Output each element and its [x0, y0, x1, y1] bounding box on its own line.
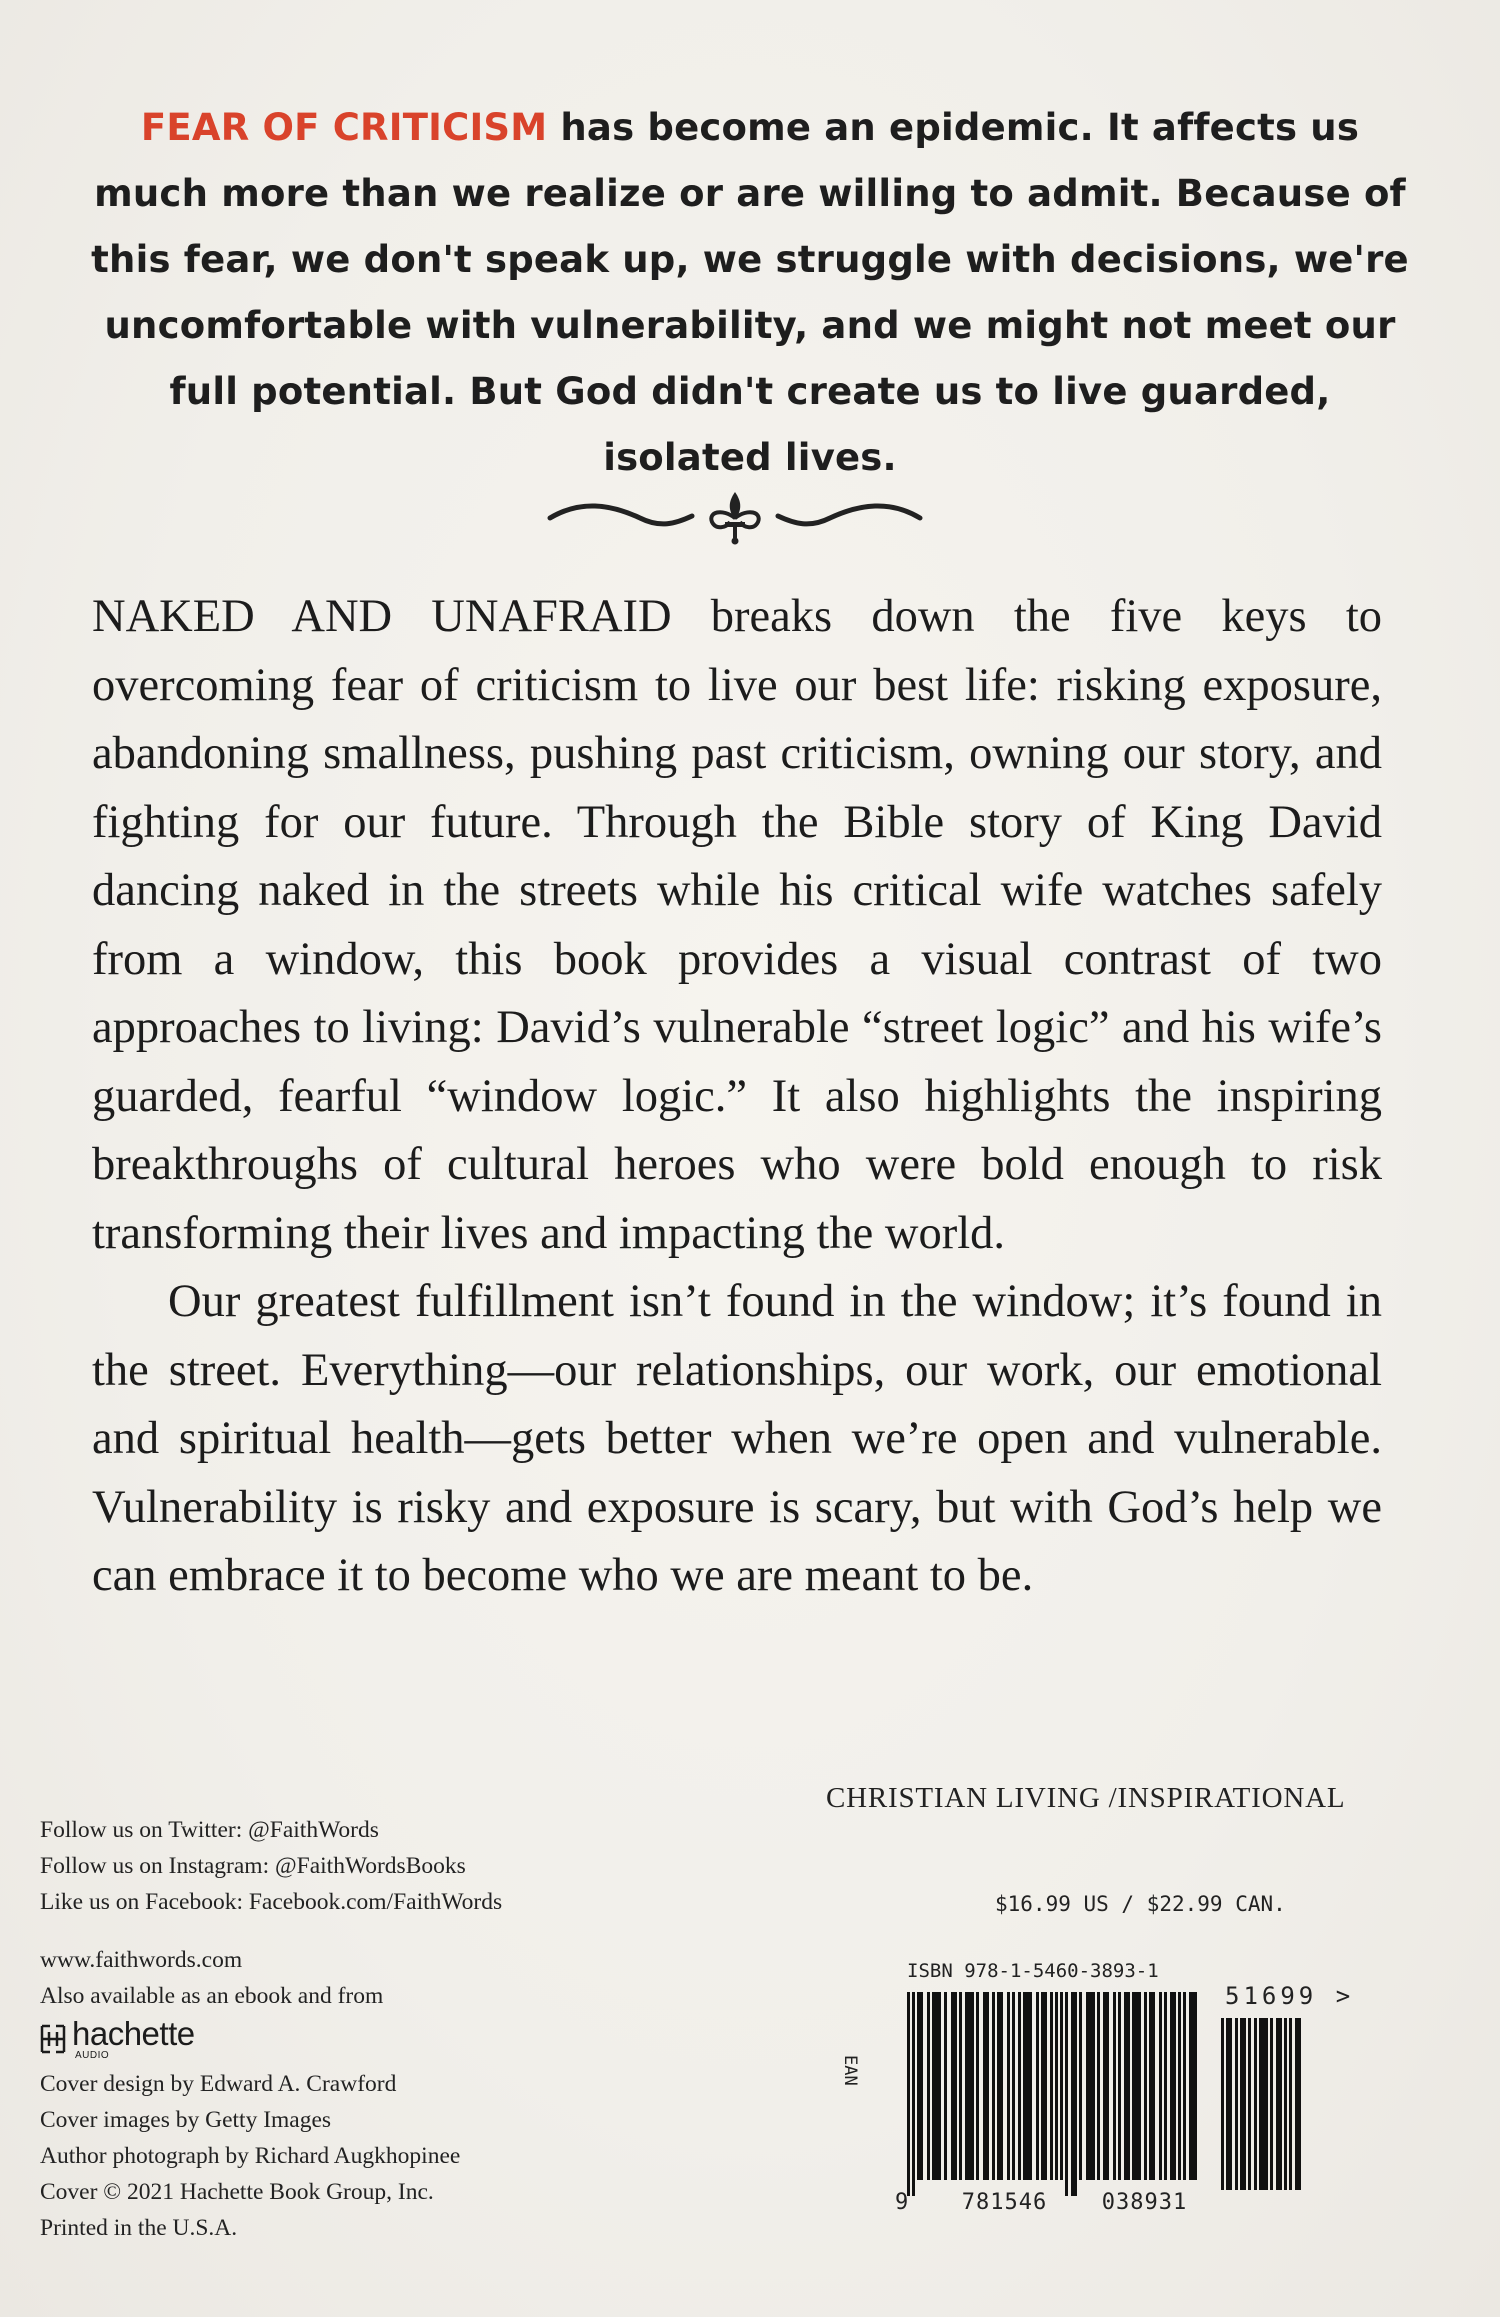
description-paragraph-2: Our greatest fulfillment isn’t found in the window; it’s found in the street. Everything—our relationships, our work, our emotional and spiritual health—gets better when we’re open and vulnerable. Vulnerability is risky and exposure is scary, but with God’s help we can embrace it to become who we are meant to be. — [92, 1276, 1382, 1601]
printed-line: Printed in the U.S.A. — [40, 2215, 238, 2241]
barcode-bar — [1036, 1992, 1039, 2180]
barcode-bar — [1159, 1992, 1162, 2180]
tagline-highlight: FEAR OF CRITICISM — [140, 106, 548, 149]
tagline-text: has become an epidemic. It affects us much more than we realize or are willing to admit. Because of this fear, we don't speak up, we struggle with decisions, we're uncomfortable with vulnerability, and we might not meet our full potential. But God didn't create us to live guarded, isolated lives. — [91, 106, 1409, 479]
barcode-bar — [1235, 2018, 1238, 2190]
barcode-bar — [1103, 1992, 1109, 2180]
ean-label: EAN — [840, 2055, 860, 2086]
barcode-bar — [1060, 1992, 1063, 2180]
book-category: CHRISTIAN LIVING /INSPIRATIONAL — [826, 1782, 1346, 1814]
description-paragraph-1: NAKED AND UNAFRAID breaks down the five keys to overcoming fear of criticism to live our best life: risking exposure, abandoning smallness, pushing past criticism, owning our story, and fighting for our future. Through the Bible story of King David dancing naked in the streets while his critical wife watches safely from a window, this book provides a visual contrast of two approaches to living: David’s vulnerable “street logic” and his wife’s guarded, fearful “window logic.” It also highlights the inspiring breakthroughs of cultural heroes who were bold enough to risk transforming their lives and impacting the world. — [92, 591, 1382, 1259]
barcode-bar — [1055, 1992, 1058, 2180]
barcode-digits — [895, 2190, 1187, 2215]
barcode-bar — [1132, 1992, 1141, 2180]
barcode-bar — [983, 1992, 989, 2180]
ean-main-barcode — [907, 1992, 1197, 2197]
barcode-bar — [907, 1992, 910, 2196]
logo-brand-sub: AUDIO — [75, 2050, 110, 2061]
barcode-bar — [1023, 1992, 1032, 2180]
barcode-bar — [992, 1992, 995, 2180]
barcode-bar — [1079, 1992, 1082, 2180]
barcode-bar — [944, 1992, 947, 2180]
barcode-bar — [1086, 1992, 1095, 2180]
price-label: $16.99 US / $22.99 CAN. — [995, 1892, 1286, 1916]
cover-images-credit: Cover images by Getty Images — [40, 2107, 332, 2133]
barcode-bar — [951, 1992, 957, 2180]
barcode-bar — [1012, 1992, 1015, 2180]
twitter-line: Follow us on Twitter: @FaithWords — [40, 1817, 379, 1843]
barcode-bar — [1226, 2018, 1232, 2190]
barcode-digit-first: 9 — [895, 2190, 910, 2215]
hachette-h-icon — [40, 2024, 66, 2054]
barcode-bar — [1170, 1992, 1176, 2180]
barcode-bar — [1113, 1992, 1116, 2180]
barcode-bar — [1284, 2018, 1287, 2190]
book-description — [92, 583, 1382, 1611]
barcode-bar — [965, 1992, 974, 2180]
barcode-bar — [1189, 1992, 1197, 2180]
hachette-audio-logo — [40, 2015, 660, 2062]
ean-supplement-barcode — [1221, 2018, 1311, 2198]
ebook-note: Also available as an ebook and from — [40, 1983, 384, 2009]
barcode-bar — [932, 1992, 941, 2180]
barcode-bar — [1149, 1992, 1155, 2180]
barcode-bar — [1041, 1992, 1047, 2180]
facebook-line: Like us on Facebook: Facebook.com/FaithWords — [40, 1889, 503, 1915]
barcode-bar — [1221, 2018, 1224, 2190]
copyright-line: Cover © 2021 Hachette Book Group, Inc. — [40, 2179, 434, 2205]
barcode-bar — [1118, 1992, 1121, 2180]
barcode-bar — [917, 1992, 923, 2180]
supplement-arrow: > — [1335, 1982, 1355, 2010]
barcode-bar — [912, 1992, 915, 2196]
website-line: www.faithwords.com — [40, 1947, 243, 1973]
publisher-credits — [40, 1812, 660, 2246]
barcode-bar — [1276, 2018, 1282, 2190]
fleur-de-lis-flourish-icon — [540, 478, 930, 548]
barcode-bar — [1248, 2018, 1251, 2190]
barcode-bar — [1295, 2018, 1301, 2190]
barcode-bar — [1240, 2018, 1246, 2190]
barcode-bar — [1097, 1992, 1100, 2180]
barcode-bar — [1178, 1992, 1181, 2180]
barcode-bar — [1050, 1992, 1053, 2180]
barcode-bar — [1259, 2018, 1268, 2190]
barcode-bar — [1289, 2018, 1292, 2190]
tagline — [88, 95, 1412, 491]
barcode-bar — [1124, 1992, 1130, 2180]
barcode-bar — [1018, 1992, 1021, 2180]
isbn-number: ISBN 978-1-5460-3893-1 — [907, 1960, 1159, 1982]
barcode-bar — [1065, 1992, 1068, 2196]
barcode-bar — [1144, 1992, 1147, 2180]
barcode-bar — [1270, 2018, 1273, 2190]
barcode-bar — [1164, 1992, 1167, 2180]
instagram-line: Follow us on Instagram: @FaithWordsBooks — [40, 1853, 466, 1879]
barcode-bar — [997, 1992, 1003, 2180]
barcode-digits-right: 038931 — [1101, 2190, 1188, 2215]
cover-design-credit: Cover design by Edward A. Crawford — [40, 2071, 397, 2097]
supplement-digits: 51699 — [1225, 1982, 1318, 2010]
isbn-barcode — [840, 1960, 1415, 2230]
barcode-bar — [927, 1992, 930, 2180]
barcode-bar — [1007, 1992, 1010, 2180]
logo-brand-name: hachette — [72, 2015, 195, 2052]
barcode-digits-left: 781546 — [961, 2190, 1048, 2215]
supplement-code — [1225, 1982, 1354, 2010]
author-photo-credit: Author photograph by Richard Augkhopinee — [40, 2143, 461, 2169]
barcode-bar — [976, 1992, 979, 2180]
barcode-bar — [1254, 2018, 1257, 2190]
barcode-bar — [1183, 1992, 1186, 2180]
barcode-bar — [959, 1992, 962, 2180]
barcode-bar — [1071, 1992, 1077, 2196]
